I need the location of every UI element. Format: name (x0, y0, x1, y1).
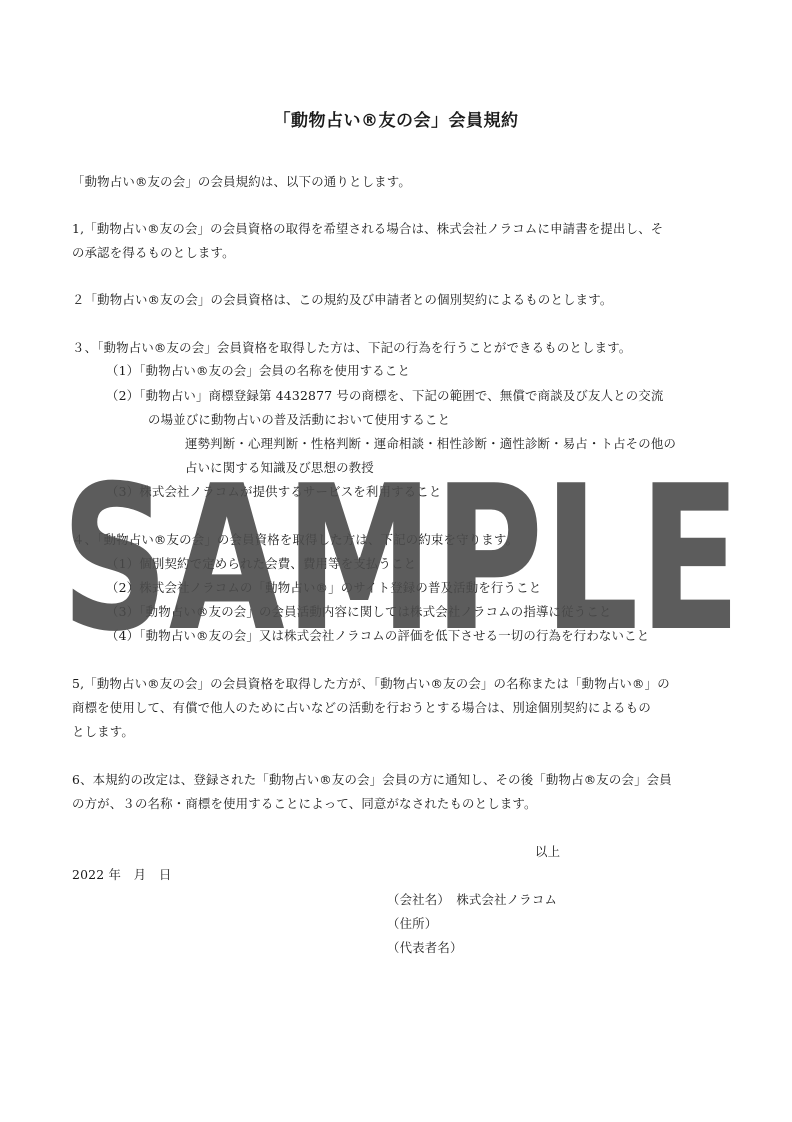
article-5-line-1: 5,「動物占い®友の会」の会員資格を取得した方が、「動物占い®友の会」の名称または「動物占い®」の (72, 676, 670, 691)
article-3-scope-line-1: 運勢判断・心理判断・性格判断・運命相談・相性診断・適性診断・易占・ト占その他の (185, 436, 677, 451)
article-3-item-2-line-2: の場並びに動物占いの普及活動において使用すること (148, 412, 451, 427)
closing-text: 以上 (535, 844, 561, 859)
article-4-item-3: （3）「動物占い®友の会」の会員活動内容に関しては株式会社ノラコムの指導に従うこと (106, 604, 612, 619)
date-line: 2022 年 月 日 (72, 867, 172, 882)
article-6-line-1: 6、本規約の改定は、登録された「動物占い®友の会」会員の方に通知し、その後「動物占®友の会」会員 (72, 772, 672, 787)
article-3-item-1: （1）「動物占い®友の会」会員の名称を使用すること (106, 363, 411, 378)
article-4-item-4: （4）「動物占い®友の会」又は株式会社ノラコムの評価を低下させる一切の行為を行わないこと (106, 628, 650, 643)
representative-label: （代表者名） (387, 940, 463, 955)
intro-text: 「動物占い®友の会」の会員規約は、以下の通りとします。 (72, 174, 411, 189)
article-5-line-2: 商標を使用して、有償で他人のために占いなどの活動を行おうとする場合は、別途個別契約によるもの (72, 700, 651, 715)
article-1-line-1: 1,「動物占い®友の会」の会員資格の取得を希望される場合は、株式会社ノラコムに申請書を提出し、そ (72, 221, 664, 236)
document-title: 「動物占い®友の会」会員規約 (273, 111, 519, 131)
article-4-item-2: （2）株式会社ノラコムの「動物占い®」のサイト登録の普及活動を行うこと (106, 580, 542, 595)
article-3-item-2-line-1: （2）「動物占い」商標登録第 4432877 号の商標を、下記の範囲で、無償で商談及び友人との交流 (106, 388, 664, 403)
article-4-lead: ４、「動物占い®友の会」の会員資格を取得した方は、下記の約束を守ります。 (72, 532, 519, 547)
address-label: （住所） (387, 916, 438, 931)
article-6-line-2: の方が、３の名称・商標を使用することによって、同意がなされたものとします。 (72, 796, 537, 811)
article-3-scope-line-2: 占いに関する知識及び思想の教授 (185, 460, 374, 475)
company-name-line: （会社名） 株式会社ノラコム (387, 892, 558, 907)
article-2-text: ２「動物占い®友の会」の会員資格は、この規約及び申請者との個別契約によるものとします。 (72, 292, 613, 307)
article-3-item-3: （3）株式会社ノラコムが提供するサービスを利用すること (106, 484, 442, 499)
article-3-lead: ３、「動物占い®友の会」会員資格を取得した方は、下記の行為を行うことができるものとします。 (72, 340, 632, 355)
article-1-line-2: の承認を得るものとします。 (72, 245, 235, 260)
article-4-item-1: （1）個別契約で定められた会費、費用等を支払うこと (106, 556, 417, 571)
article-5-line-3: とします。 (72, 724, 134, 739)
sample-watermark-text: SAMPLE (61, 448, 741, 668)
